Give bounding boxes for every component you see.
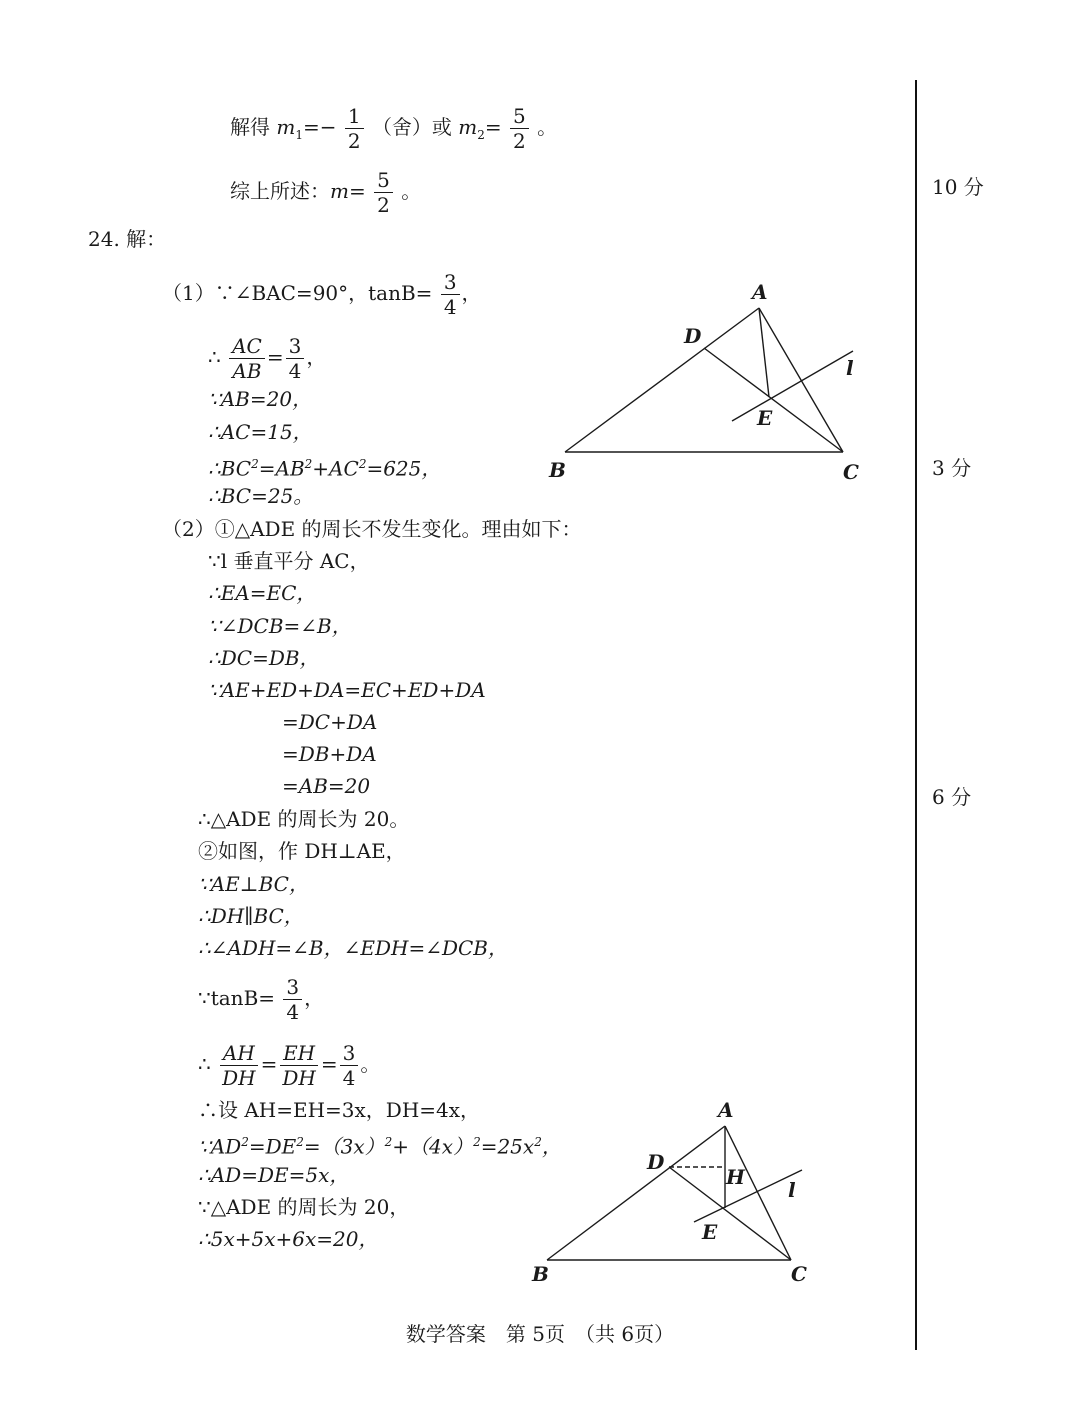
fig2-line-l <box>694 1170 802 1222</box>
eq-neg: =− <box>302 115 337 139</box>
fig1-side-ac <box>759 308 843 452</box>
fig1-label-c: C <box>843 460 859 484</box>
eq-sign: = <box>484 115 502 139</box>
fig2-label-d: D <box>647 1150 665 1174</box>
part2-line20: ∵△ADE 的周长为 20， <box>198 1195 410 1219</box>
fig2-label-l: l <box>788 1178 796 1202</box>
summary-prefix: 综上所述： <box>230 179 330 203</box>
summary-line: 综上所述：m= $\frac{5}{2}$ 。 <box>230 168 422 217</box>
fig2-side-ac <box>725 1126 791 1260</box>
fig1-label-e: E <box>757 406 773 430</box>
fraction-ah-dh: $\frac{AH}{DH}$ <box>219 1041 258 1090</box>
part1-ratio: ∴ $\frac{AC}{AB}$ = $\frac{3}{4}$ ， <box>208 334 327 383</box>
fig2-label-c: C <box>791 1262 807 1286</box>
fraction-ac-ab: $\frac{AC}{AB}$ <box>229 334 265 383</box>
part2-line7: =DC+DA <box>282 710 378 734</box>
m1-sub: 1 <box>295 128 303 142</box>
part2-line2: ∵l 垂直平分 AC， <box>208 549 370 573</box>
fig1-label-d: D <box>684 324 702 348</box>
triangle-figure-1 <box>540 275 880 490</box>
score-divider <box>915 80 917 1350</box>
fraction-five-halves-summary: $\frac{5}{2}$ <box>374 168 393 217</box>
part2-line15: ∵tanB= $\frac{3}{4}$ ， <box>198 975 325 1024</box>
fig1-segment-dc <box>704 348 843 452</box>
part1-bc2: $\therefore BC^2=AB^2+AC^2=625$， <box>208 456 442 481</box>
triangle-figure-2 <box>520 1095 830 1295</box>
fig2-label-h: H <box>726 1165 745 1189</box>
part1-ac: ∴AC=15， <box>208 420 313 444</box>
fig2-label-a: A <box>718 1098 734 1122</box>
part2-line5: ∴DC=DB， <box>208 646 320 670</box>
part2-line12: ∵AE⊥BC， <box>198 872 309 896</box>
fig1-label-l: l <box>846 356 854 380</box>
fig2-side-ba <box>547 1126 725 1260</box>
part2-line16: ∴ $\frac{AH}{DH}$ = $\frac{EH}{DH}$ = $\frac{3}{4}$ 。 <box>198 1041 381 1090</box>
part1-bc: ∴BC=25。 <box>208 484 314 508</box>
part2-line19: ∴AD=DE=5x， <box>198 1163 350 1187</box>
part1-given: （1）∵∠BAC=90°，tanB= $\frac{3}{4}$ ， <box>162 270 482 319</box>
summary-var: m <box>330 179 349 203</box>
fraction-one-half: $\frac{1}{2}$ <box>345 104 364 153</box>
m2-sub: 2 <box>477 128 485 142</box>
score-6: 6 分 <box>932 785 972 809</box>
m2-label: m <box>458 115 478 139</box>
fig2-label-e: E <box>702 1220 718 1244</box>
part2-line17: ∴设 AH=EH=3x，DH=4x， <box>198 1098 481 1122</box>
fig1-side-ba <box>565 308 759 452</box>
fraction-three-quarters-2: $\frac{3}{4}$ <box>286 334 305 383</box>
solution-line-m-values <box>230 104 557 153</box>
part2-line3: ∴EA=EC， <box>208 581 317 605</box>
part2-line9: =AB=20 <box>282 774 371 798</box>
part2-line4: ∵∠DCB=∠B， <box>208 614 352 638</box>
period: 。 <box>537 115 558 139</box>
fraction-three-quarters-4: $\frac{3}{4}$ <box>340 1041 359 1090</box>
part2-line21: ∴5x+5x+6x=20， <box>198 1227 379 1251</box>
fig1-label-b: B <box>549 458 566 482</box>
fraction-three-quarters: $\frac{3}{4}$ <box>441 270 460 319</box>
part2-line1: （2）①△ADE 的周长不发生变化。理由如下： <box>162 517 582 541</box>
fig1-label-a: A <box>752 280 768 304</box>
rejected-text: （舍）或 <box>371 115 452 139</box>
part2-line13: ∴DH∥BC， <box>198 904 304 928</box>
part2-line11: ②如图，作 DH⊥AE， <box>198 839 406 863</box>
score-3: 3 分 <box>932 456 972 480</box>
fig1-line-l <box>732 351 853 421</box>
score-10: 10 分 <box>932 175 984 199</box>
part2-line18: $\because AD^2=DE^2=(3x)^2+(4x)^2=25x^2$， <box>198 1134 562 1159</box>
fraction-eh-dh: $\frac{EH}{DH}$ <box>279 1041 318 1090</box>
m1-label: m <box>276 115 296 139</box>
fraction-five-halves: $\frac{5}{2}$ <box>510 104 529 153</box>
part2-line14: ∴∠ADH=∠B，∠EDH=∠DCB， <box>198 936 508 960</box>
part2-line10: ∴△ADE 的周长为 20。 <box>198 807 410 831</box>
part2-line6: ∵AE+ED+DA=EC+ED+DA <box>208 678 486 702</box>
solve-prefix: 解得 <box>230 115 270 139</box>
fig2-label-b: B <box>532 1262 549 1286</box>
page-footer: 数学答案 第 5页 （共 6页） <box>405 1322 675 1346</box>
fraction-three-quarters-3: $\frac{3}{4}$ <box>283 975 302 1024</box>
question-24-heading: 24. 解： <box>88 227 167 251</box>
part1-ab: ∵AB=20， <box>208 387 313 411</box>
part2-line8: =DB+DA <box>282 742 377 766</box>
